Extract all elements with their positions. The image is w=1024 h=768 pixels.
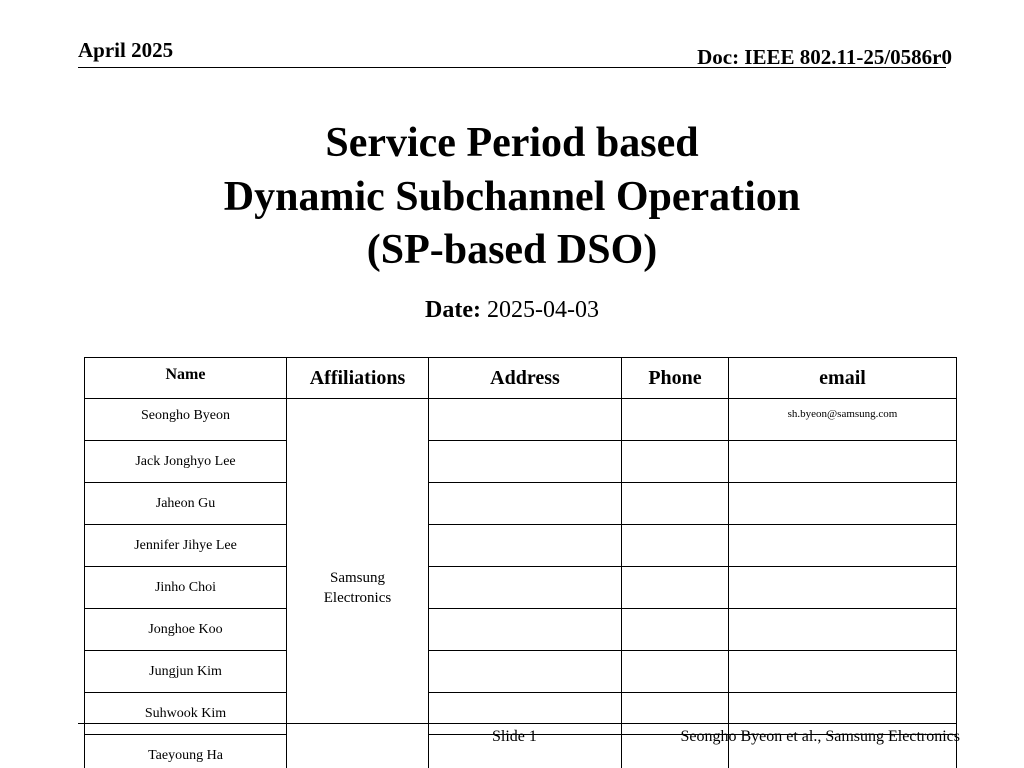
author-email — [729, 525, 957, 567]
table-row — [85, 483, 957, 525]
author-phone — [622, 525, 729, 567]
authors-table — [84, 357, 957, 768]
header-divider — [78, 67, 946, 68]
table-row — [85, 441, 957, 483]
footer-divider — [78, 723, 956, 724]
header-date: April 2025 — [78, 38, 174, 62]
table-row — [85, 567, 957, 609]
author-email — [729, 483, 957, 525]
header-doc-number: Doc: IEEE 802.11-25/0586r0 — [697, 45, 952, 69]
author-name: Jaheon Gu — [85, 483, 287, 525]
author-address — [429, 651, 622, 693]
date-line — [0, 298, 1024, 322]
column-header-phone: Phone — [622, 358, 729, 399]
column-header-email: email — [729, 358, 957, 399]
date-label: Date: — [425, 297, 481, 323]
title-line-1: Service Period based — [325, 120, 699, 166]
footer-slide-number: Slide 1 — [492, 728, 537, 745]
table-row — [85, 525, 957, 567]
footer-author: Seongho Byeon et al., Samsung Electronics — [680, 728, 960, 745]
author-email — [729, 441, 957, 483]
author-name: Jonghoe Koo — [85, 609, 287, 651]
author-name: Jennifer Jihye Lee — [85, 525, 287, 567]
author-address — [429, 609, 622, 651]
column-header-affiliations: Affiliations — [287, 358, 429, 399]
author-name: Jungjun Kim — [85, 651, 287, 693]
author-phone — [622, 399, 729, 441]
author-phone — [622, 441, 729, 483]
author-address — [429, 399, 622, 441]
date-value: 2025-04-03 — [486, 297, 599, 323]
author-address — [429, 483, 622, 525]
affiliation-line-2: Electronics — [323, 589, 392, 606]
author-name: Taeyoung Ha — [85, 735, 287, 768]
author-name: Jack Jonghyo Lee — [85, 441, 287, 483]
author-phone — [622, 609, 729, 651]
author-email — [729, 651, 957, 693]
title-line-2: Dynamic Subchannel Operation — [223, 174, 801, 220]
author-name: Seongho Byeon — [85, 399, 287, 441]
author-phone — [622, 567, 729, 609]
author-phone — [622, 651, 729, 693]
author-address — [429, 441, 622, 483]
author-email: sh.byeon@samsung.com — [729, 399, 957, 441]
author-phone — [622, 483, 729, 525]
author-name: Jinho Choi — [85, 567, 287, 609]
table-row — [85, 609, 957, 651]
title-line-3: (SP-based DSO) — [366, 227, 658, 273]
affiliation-line-1: Samsung — [329, 569, 385, 586]
table-row — [85, 651, 957, 693]
author-email — [729, 567, 957, 609]
affiliation-cell — [287, 399, 429, 768]
author-address — [429, 567, 622, 609]
authors-table-header-row — [85, 358, 957, 399]
author-name: Suhwook Kim — [85, 693, 287, 735]
author-address — [429, 525, 622, 567]
column-header-name: Name — [85, 358, 287, 399]
column-header-address: Address — [429, 358, 622, 399]
author-email — [729, 609, 957, 651]
table-row — [85, 399, 957, 441]
